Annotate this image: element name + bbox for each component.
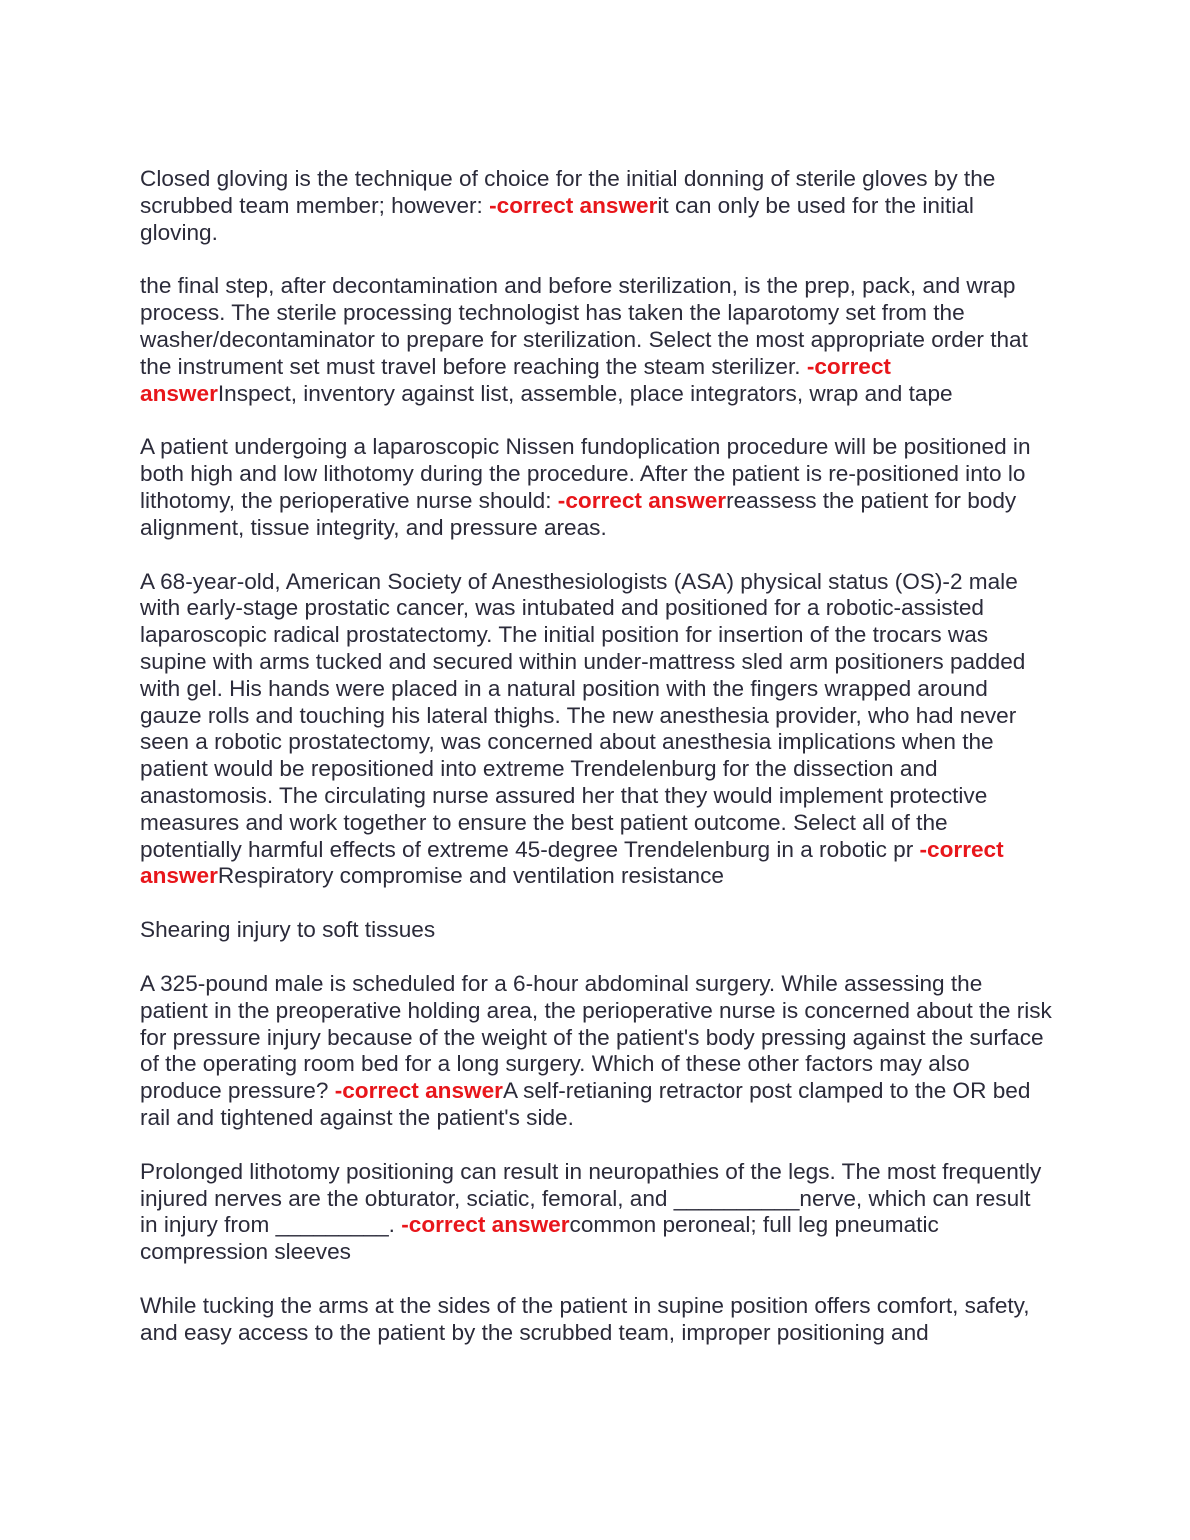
qa-item-3	[140, 434, 1052, 541]
answer-text: it can only be used for the initial gloving.	[140, 192, 981, 245]
question-text: A patient undergoing a laparoscopic Nissen fundoplication procedure will be positioned in both high and low lithotomy during the procedure. After the patient is re-positioned into lo lithotomy, the perioperative nurse should:	[140, 434, 1037, 513]
answer-tag: -correct answer	[334, 1078, 503, 1104]
qa-item-6	[140, 1159, 1052, 1266]
plain-paragraph: While tucking the arms at the sides of the patient in supine position offers comfort, safety, and easy access to the patient by the scrubbed team, improper positioning and	[140, 1292, 1036, 1345]
answer-tag: -correct answer	[557, 487, 727, 513]
qa-item-2	[140, 273, 1052, 407]
answer-tag: -correct answer	[140, 353, 898, 406]
answer-text: reassess the patient for body alignment, tissue integrity, and pressure areas.	[140, 487, 1023, 540]
answer-text: A self-retianing retractor post clamped to the OR bed rail and tightened against the patient's side.	[140, 1078, 1037, 1130]
question-text: Closed gloving is the technique of choice for the initial donning of sterile gloves by the scrubbed team member; however:	[140, 166, 1002, 218]
question-text: A 325-pound male is scheduled for a 6-hour abdominal surgery. While assessing the patient in the preoperative holding area, the perioperative nurse is concerned about the risk for pressure injury because of the weight of the patient's body pressing against the surface of the operating room bed for a long surgery. Which of these other factors may also produce pressure?	[140, 970, 1059, 1104]
plain-paragraph: Shearing injury to soft tissues	[140, 917, 436, 943]
answer-text: Respiratory compromise and ventilation resistance	[217, 863, 724, 889]
answer-tag: -correct answer	[401, 1212, 570, 1238]
question-text: Prolonged lithotomy positioning can result in neuropathies of the legs. The most frequently injured nerves are the obturator, sciatic, femoral, and __________nerve, which can result in injury from _________.	[140, 1158, 1048, 1238]
answer-text: common peroneal; full leg pneumatic compression sleeves	[140, 1212, 946, 1265]
qa-item-5	[140, 970, 1059, 1132]
answer-tag: -correct answer	[489, 192, 658, 218]
answer-tag: -correct answer	[140, 836, 1010, 889]
question-text: the final step, after decontamination and before sterilization, is the prep, pack, and wrap process. The sterile processing technologist has taken the laparotomy set from the washer/decontaminator to prepare for sterilization. Select the most appropriate order that the instrument set must travel before reaching the steam sterilizer.	[140, 273, 1035, 379]
answer-text: Inspect, inventory against list, assemble, place integrators, wrap and tape	[217, 380, 953, 406]
document-page	[140, 166, 1059, 1373]
qa-item-1	[140, 166, 1052, 246]
question-text: A 68-year-old, American Society of Anesthesiologists (ASA) physical status (OS)-2 male with early-stage prostatic cancer, was intubated and positioned for a robotic-assisted laparoscopic radical prostatectomy. The initial position for insertion of the trocars was supine with arms tucked and secured within under-mattress sled arm positioners padded with gel. His hands were placed in a natural position with the fingers wrapped around gauze rolls and touching his lateral thighs. The new anesthesia provider, who had never seen a robotic prostatectomy, was concerned about anesthesia implications when the patient would be repositioned into extreme Trendelenburg for the dissection and anastomosis. The circulating nurse assured her that they would implement protective measures and work together to ensure the best patient outcome. Select all of the potentially harmful effects of extreme 45-degree Trendelenburg in a robotic pr	[140, 568, 1032, 862]
qa-item-4	[140, 569, 1052, 891]
